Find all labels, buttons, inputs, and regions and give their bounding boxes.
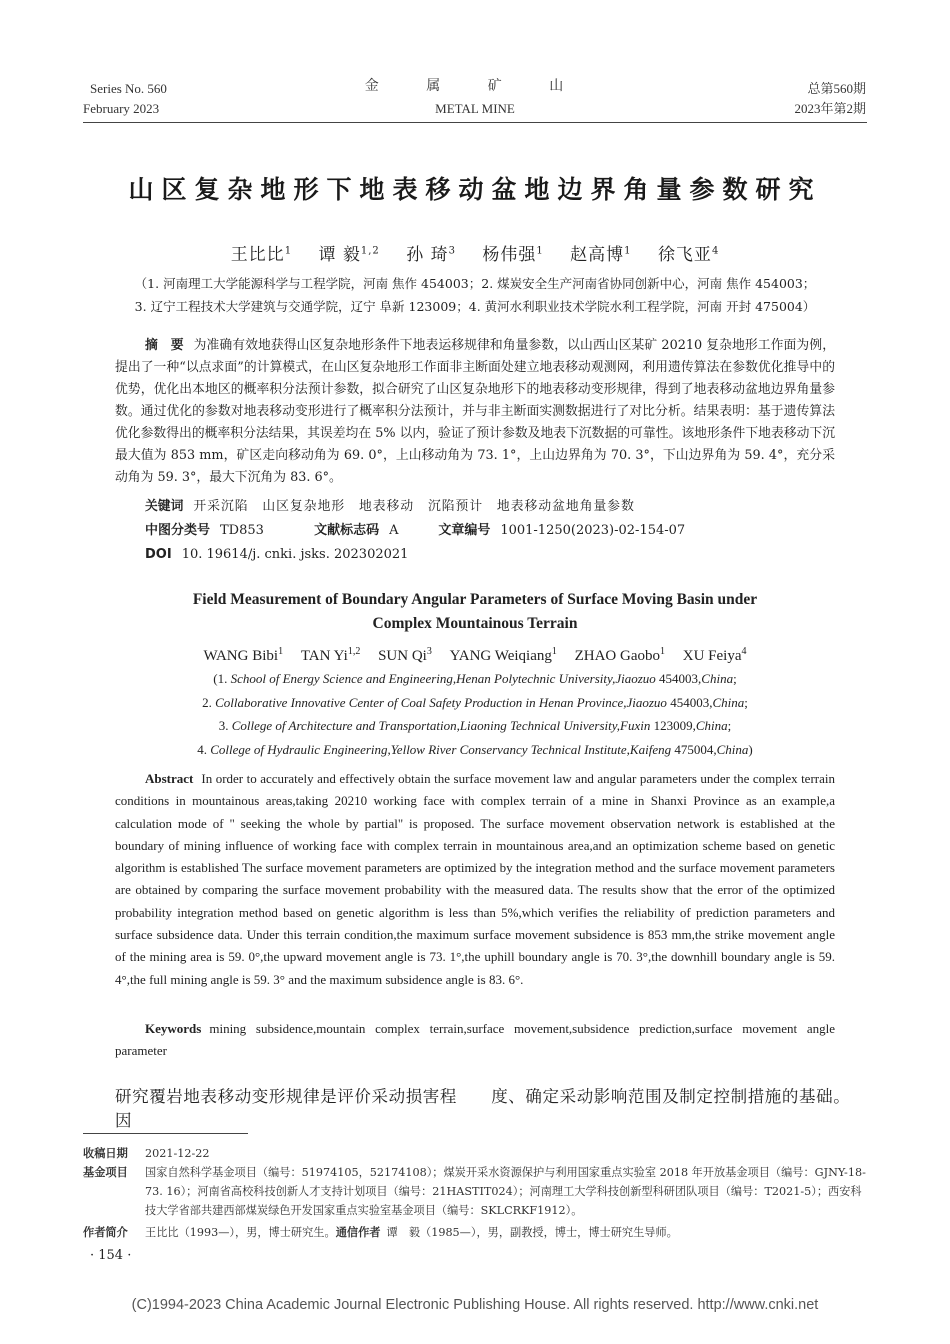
author-cn: 孙 琦$^3$: [406, 245, 456, 265]
received-value: 2021-12-22: [145, 1147, 210, 1160]
journal-name-en: METAL MINE: [435, 101, 515, 116]
author-cn: 杨伟强$^1$: [482, 245, 544, 265]
series-cn: 总第560期: [807, 81, 866, 96]
keywords-en: [115, 1018, 835, 1063]
author-en: WANG Bibi$^1$: [203, 646, 284, 664]
keywords-cn-text: 开采沉陷 山区复杂地形 地表移动 沉陷预计 地表移动盆地角量参数: [193, 499, 635, 514]
abstract-cn-text: 为准确有效地获得山区复杂地形条件下地表运移规律和角量参数，以山西山区某矿 20210 复杂地形工作面为例，提出了一种“以点求面”的计算模式，在山区复杂地形工作面非主断面处建立地表移动观测网，利用遗传算法在参数优化推导中的优势，优化出本地区的概率积分法预计参数，拟合研究了山区复杂地形下的地表移动变形规律，得到了地表移动盆地边界角量参数。通过优化的参数对地表移动变形进行了概率积分法预计，并与非主断面实测数据进行了对比分析。结果表明：基于遗传算法优化参数得出的概率积分法结果，其误差均在 5% 以内，验证了预计参数及地表下沉数据的可靠性。该地形条件下地表移动下沉最大值为 853 mm，矿区走向移动角为 69. 0°，上山移动角为 73. 1°，上山边界角为 70. 3°，下山边界角为 59. 4°，充分采动角为 59. 3°，最大下沉角为 83. 6°。: [115, 338, 835, 485]
series-en: Series No. 560: [90, 81, 167, 96]
page-number: · 154 ·: [90, 1248, 132, 1263]
keywords-cn: [115, 496, 835, 518]
author-cn: 谭 毅$^{1,2}$: [318, 245, 380, 265]
doi-label: DOI: [145, 547, 172, 562]
author-cn: 赵高博$^1$: [570, 245, 632, 265]
article-no-label: 文章编号: [438, 523, 491, 538]
author-en: ZHAO Gaobo$^1$: [574, 646, 666, 664]
fund-value: 国家自然科学基金项目（编号：51974105，52174108）；煤炭开采水资源保护与利用国家重点实验室 2018 年开放基金项目（编号：GJNY-18-73. 16）；河南省高校科技创新人才支持计划项目（编号：21HASTIT024）；河南理工大学科技创新型科研团队项目（编号：T2021-5）；西安科技大学省部共建西部煤炭绿色开发国家重点实验室基金项目（编号：SKLCRKF1912）。: [145, 1166, 866, 1217]
affiliation-en-line: 2. Collaborative Innovative Center of Coal Safety Production in Henan Province,Jiaozuo 454003,China;: [202, 694, 748, 710]
clc-label: 中图分类号: [145, 523, 211, 538]
author-en: XU Feiya$^4$: [682, 646, 747, 664]
keywords-cn-label: 关键词: [145, 499, 184, 514]
title-en-line: Field Measurement of Boundary Angular Parameters of Surface Moving Basin under: [192, 591, 758, 608]
author-info-body: [145, 1223, 868, 1242]
doi-value: 10. 19614/j. cnki. jsks. 202302021: [181, 547, 409, 562]
body-text: 研究覆岩地表移动变形规律是评价采动损害程 度、确定采动影响范围及制定控制措施的基础。因: [115, 1087, 851, 1130]
classification-line: [145, 520, 865, 542]
keywords-en-text: mining subsidence,mountain complex terrain,surface movement,subsidence prediction,surface movement angle parameter: [115, 1021, 835, 1059]
article-no-value: 1001-1250(2023)-02-154-07: [500, 523, 686, 538]
abstract-cn-label: 摘 要: [145, 338, 184, 353]
footnote-received: [83, 1144, 868, 1163]
affiliation-en-line: 4. College of Hydraulic Engineering,Yellow River Conservancy Technical Institute,Kaifeng 475004,China): [197, 741, 753, 757]
author-list-en: [0, 646, 950, 665]
corr-value: 谭 毅（1985—），男，副教授，博士，博士研究生导师。: [386, 1226, 678, 1239]
journal-name-cn: 金 属 矿 山: [364, 79, 586, 94]
author-info-label: 作者简介: [83, 1226, 128, 1239]
affiliation-en-line: 3. College of Architecture and Transportation,Liaoning Technical University,Fuxin 123009,China;: [218, 718, 732, 733]
footnote-fund: [83, 1163, 868, 1223]
author-cn: 王比比$^1$: [230, 245, 293, 265]
affiliations-cn: [100, 272, 850, 318]
abstract-cn: [115, 335, 835, 489]
abstract-en: [115, 768, 835, 991]
affiliations-en: [100, 667, 850, 761]
doc-code-value: A: [389, 523, 399, 538]
abstract-en-text: In order to accurately and effectively obtain the surface movement law and angular parameters under the complex terrain conditions in mountainous areas,taking 20210 working face with complex terrain of a mine in Shanxi Province as an example,a calculation mode of " seeking the whole by partial" is proposed. The surface movement observation network is established at the boundary of mining influence of working face with complex terrain in mountainous area,and an optimization scheme based on genetic algorithm is established The surface movement parameters are optimized by the integration method and the surface movement parameters are obtained by comparing the surface movement probability with the measured data. The results show that the error of the optimized probability integration method based on genetic algorithm is less than 5%,which verifies the reliability of prediction parameters and surface subsidence data. Under this terrain condition,the maximum surface movement subsidence is 853 mm,the strike movement angle of the mining area is 59. 0°,the upward movement angle is 73. 1°,the uphill boundary angle is 70. 3°,the downhill boundary angle is 59. 4°,the full mining angle is 59. 3° and the maximum subsidence angle is 83. 6°.: [115, 771, 835, 987]
clc-value: TD853: [220, 523, 264, 538]
footnote-rule: [83, 1133, 248, 1134]
corr-label: 通信作者: [335, 1226, 381, 1239]
author-info-value: 王比比（1993—），男，博士研究生。: [145, 1226, 336, 1239]
author-en: YANG Weiqiang$^1$: [449, 646, 557, 664]
header-rule: [83, 122, 867, 123]
doc-code-label: 文献标志码: [314, 523, 380, 538]
footnote-author: [83, 1223, 868, 1242]
received-label: 收稿日期: [83, 1147, 128, 1160]
author-list-cn: [0, 240, 950, 265]
fund-label: 基金项目: [83, 1166, 128, 1179]
copyright-footer: (C)1994-2023 China Academic Journal Electronic Publishing House. All rights reserved. http://www.cnki.net: [131, 1297, 819, 1313]
date-en: February 2023: [83, 101, 160, 116]
author-cn: 徐飞亚$^4$: [657, 245, 720, 265]
affiliation-line: 3. 辽宁工程技术大学建筑与交通学院，辽宁 阜新 123009；4. 黄河水利职业技术学院水利工程学院，河南 开封 475004）: [134, 299, 816, 314]
doi-line: [145, 544, 408, 566]
page-title: 山区复杂地形下地表移动盆地边界角量参数研究: [128, 175, 822, 204]
date-cn: 2023年第2期: [794, 101, 866, 116]
title-en-line: Complex Mountainous Terrain: [372, 615, 578, 632]
keywords-en-label: Keywords: [145, 1021, 202, 1036]
author-en: TAN Yi$^{1,2}$: [300, 646, 361, 664]
affiliation-en-line: (1. School of Energy Science and Engineering,Henan Polytechnic University,Jiaozuo 454003,China;: [213, 671, 737, 686]
title-en: [0, 588, 950, 636]
author-en: SUN Qi$^3$: [378, 646, 432, 664]
abstract-en-label: Abstract: [145, 771, 194, 786]
affiliation-line: （1. 河南理工大学能源科学与工程学院，河南 焦作 454003；2. 煤炭安全生产河南省协同创新中心，河南 焦作 454003；: [134, 276, 816, 291]
